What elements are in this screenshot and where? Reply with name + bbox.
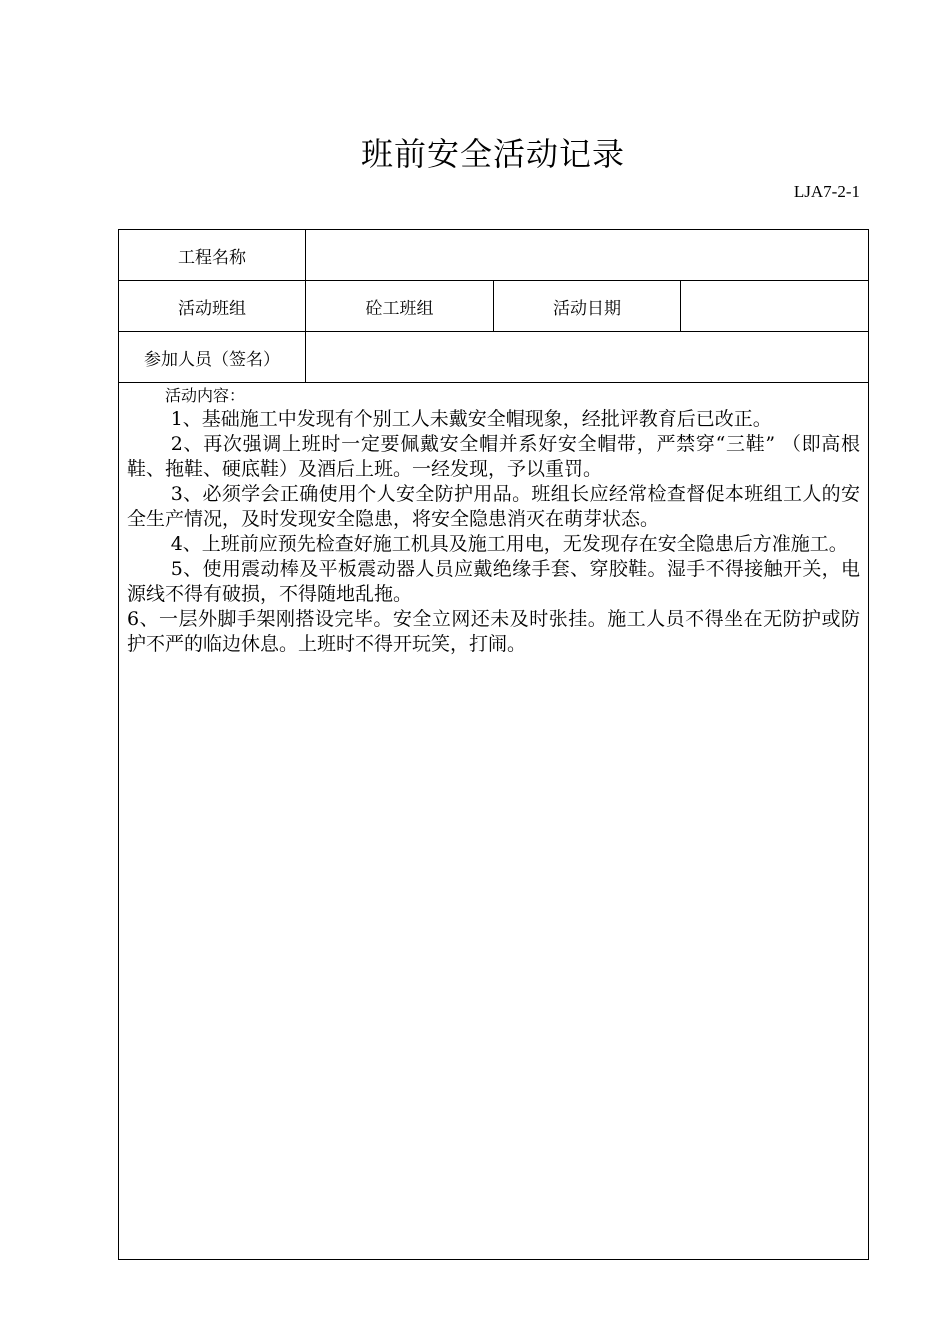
participants-row — [119, 332, 869, 383]
content-row — [119, 383, 869, 1260]
form-code: LJA7-2-1 — [793, 182, 860, 201]
content-item: 5、使用震动棒及平板震动器人员应戴绝缘手套、穿胶鞋。湿手不得接触开关，电源线不得有破损，不得随地乱拖。 — [127, 558, 861, 605]
date-label: 活动日期 — [494, 281, 681, 332]
team-value: 砼工班组 — [306, 281, 494, 332]
participants-field[interactable] — [306, 332, 869, 383]
content-item: 2、再次强调上班时一定要佩戴安全帽并系好安全帽带，严禁穿“三鞋” （即高根鞋、拖鞋、硬底鞋）及酒后上班。一经发现，予以重罚。 — [127, 433, 861, 480]
content-item: 3、必须学会正确使用个人安全防护用品。班组长应经常检查督促本班组工人的安全生产情况，及时发现安全隐患，将安全隐患消灭在萌芽状态。 — [127, 483, 861, 530]
team-label: 活动班组 — [119, 281, 306, 332]
team-date-row — [119, 281, 869, 332]
date-field[interactable] — [681, 281, 869, 332]
record-form-table — [118, 229, 869, 1260]
content-item: 6、一层外脚手架刚搭设完毕。安全立网还未及时张挂。施工人员不得坐在无防护或防护不严的临边休息。上班时不得开玩笑，打闹。 — [127, 608, 861, 655]
content-label: 活动内容： — [165, 386, 246, 405]
participants-label: 参加人员（签名） — [119, 332, 306, 383]
content-item: 1、基础施工中发现有个别工人未戴安全帽现象，经批评教育后已改正。 — [170, 408, 772, 430]
project-name-row — [119, 230, 869, 281]
project-name-field[interactable] — [306, 230, 869, 281]
content-item: 4、上班前应预先检查好施工机具及施工用电，无发现存在安全隐患后方准施工。 — [170, 533, 848, 555]
page-title: 班前安全活动记录 — [360, 135, 625, 173]
project-name-label: 工程名称 — [119, 230, 306, 281]
activity-content-cell — [119, 383, 869, 1260]
